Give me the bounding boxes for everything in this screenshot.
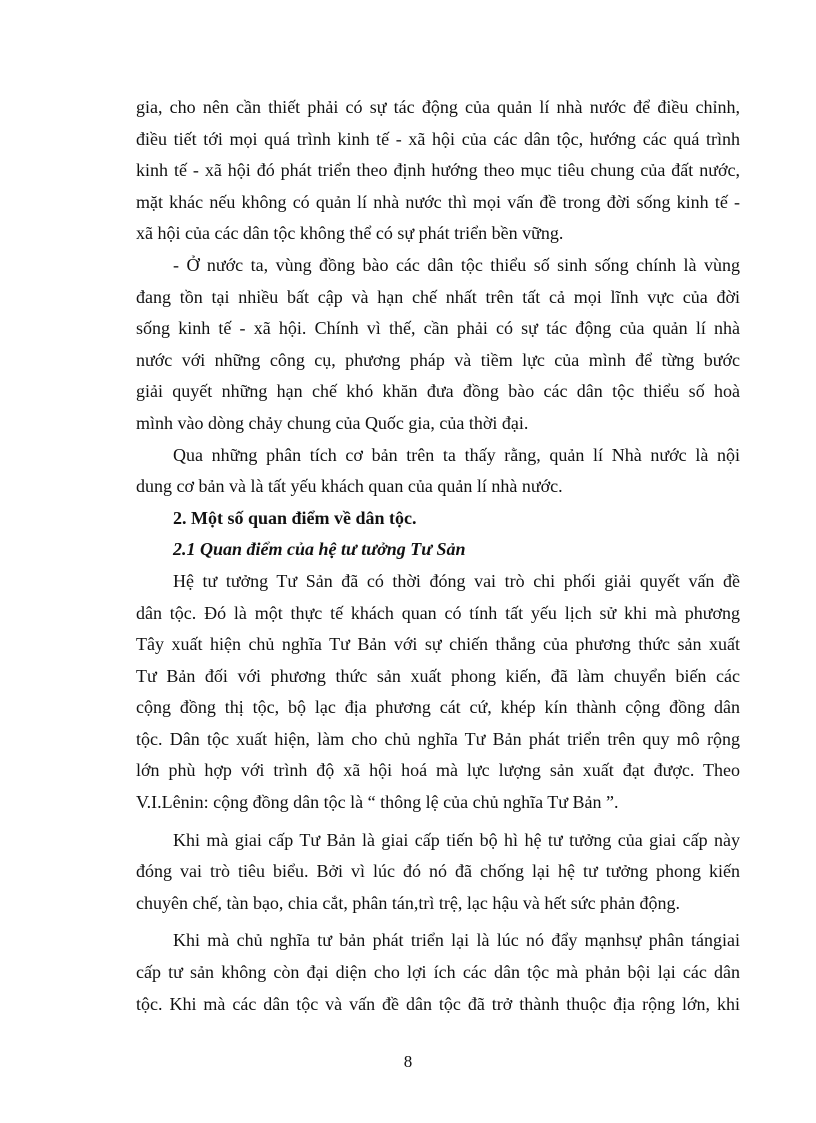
text-line: mặt khác nếu không có quản lí nhà nước thì mọi vấn đề trong đời sống kinh tế - <box>136 191 740 212</box>
paragraph <box>136 925 740 1020</box>
text-line: lớn phù hợp với trình độ xã hội hoá mà lực lượng sản xuất đạt được. Theo <box>136 760 740 781</box>
text-line: Khi mà giai cấp Tư Bản là giai cấp tiến bộ hì hệ tư tưởng của giai cấp này <box>173 829 740 850</box>
text-line: cấp tư sản không còn đại diện cho lợi ích các dân tộc mà phản bội lại các dân <box>136 962 740 983</box>
text-line: giải quyết những hạn chế khó khăn đưa đồng bào các dân tộc thiểu số hoà <box>136 381 740 402</box>
text-line: tộc. Khi mà các dân tộc và vấn đề dân tộc đã trở thành thuộc địa rộng lớn, khi <box>136 993 740 1014</box>
text-line: mình vào dòng chảy chung của Quốc gia, của thời đại. <box>136 412 529 433</box>
text-line: đóng vai trò tiêu biểu. Bởi vì lúc đó nó đã chống lại hệ tư tưởng phong kiến <box>136 861 740 882</box>
page-number: 8 <box>403 1052 413 1071</box>
text-line: sống kinh tế - xã hội. Chính vì thế, cần phải có sự tác động của quản lí nhà <box>136 318 740 339</box>
text-line: Tây xuất hiện chủ nghĩa Tư Bản với sự chiến thắng của phương thức sản xuất <box>136 634 740 655</box>
section-heading: 2. Một số quan điểm về dân tộc. <box>173 507 417 528</box>
text-line: dân tộc. Đó là một thực tế khách quan có tính tất yếu lịch sử khi mà phương <box>136 602 740 623</box>
text-line: nước với những công cụ, phương pháp và tiềm lực của mình để từng bước <box>136 349 740 370</box>
text-line: V.I.Lênin: cộng đồng dân tộc là “ thông lệ của chủ nghĩa Tư Bản ”. <box>136 792 619 813</box>
paragraph <box>136 250 740 440</box>
text-line: đang tồn tại nhiều bất cập và hạn chế nhất trên tất cả mọi lĩnh vực của đời <box>136 286 740 307</box>
text-line: xã hội của các dân tộc không thể có sự phát triển bền vững. <box>136 223 564 244</box>
text-line: kinh tế - xã hội đó phát triển theo định hướng theo mục tiêu chung của đất nước, <box>136 160 740 181</box>
text-line: - Ở nước ta, vùng đồng bào các dân tộc thiểu số sinh sống chính là vùng <box>173 254 740 275</box>
text-line: Qua những phân tích cơ bản trên ta thấy rằng, quản lí Nhà nước là nội <box>173 444 740 465</box>
paragraph <box>136 566 740 819</box>
text-line: gia, cho nên cần thiết phải có sự tác động của quản lí nhà nước để điều chỉnh, <box>136 97 740 117</box>
text-line: chuyên chế, tàn bạo, chia cắt, phân tán,trì trệ, lạc hậu và hết sức phản động. <box>136 892 681 913</box>
paragraph <box>136 825 740 920</box>
text-line: cộng đồng thị tộc, bộ lạc địa phương cát cứ, khép kín thành cộng đồng dân <box>136 697 740 718</box>
text-line: điều tiết tới mọi quá trình kinh tế - xã hội của các dân tộc, hướng các quá trình <box>136 128 740 149</box>
document-page <box>136 92 740 1020</box>
paragraph <box>136 440 740 503</box>
paragraph <box>136 92 740 250</box>
text-line: dung cơ bản và là tất yếu khách quan của quản lí nhà nước. <box>136 476 563 497</box>
text-line: Khi mà chủ nghĩa tư bản phát triển lại là lúc nó đẩy mạnhsự phân tángiai <box>173 930 740 951</box>
text-line: Tư Bản đối với phương thức sản xuất phong kiến, đã làm chuyển biến các <box>136 665 740 686</box>
subsection-heading: 2.1 Quan điểm của hệ tư tưởng Tư Sản <box>173 539 466 560</box>
text-line: tộc. Dân tộc xuất hiện, làm cho chủ nghĩa Tư Bản phát triển trên quy mô rộng <box>136 728 740 749</box>
text-line: Hệ tư tưởng Tư Sản đã có thời đóng vai trò chi phối giải quyết vấn đề <box>173 570 740 591</box>
